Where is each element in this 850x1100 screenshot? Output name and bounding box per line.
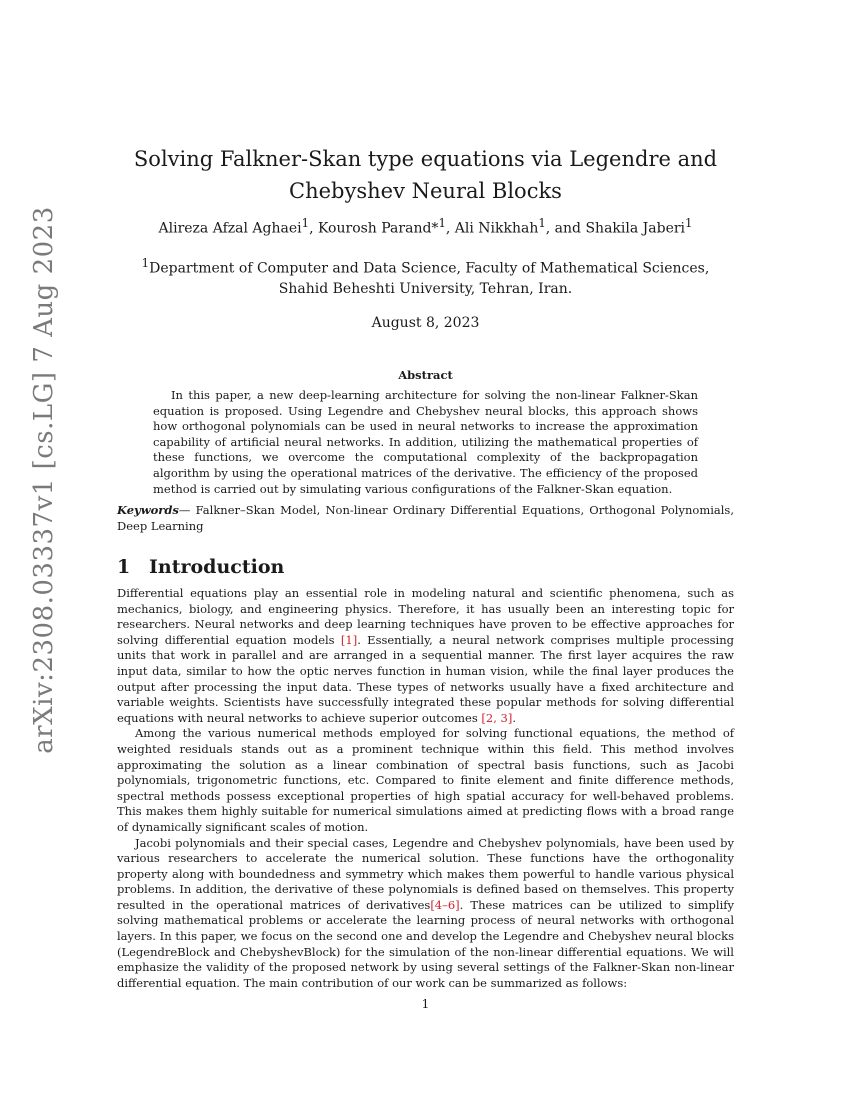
abstract-heading: Abstract: [398, 368, 453, 382]
author-name: Shakila Jaberi: [585, 220, 686, 237]
affiliation-mark: 1: [538, 216, 546, 230]
separator: ,: [309, 220, 318, 237]
affiliation-line-2: Shahid Beheshti University, Tehran, Iran.: [278, 280, 573, 297]
paragraph-3: [117, 836, 734, 992]
section-number: 1: [117, 556, 131, 578]
keywords-dash: —: [178, 503, 196, 517]
separator: ,: [445, 220, 455, 237]
affiliation: [117, 253, 734, 299]
citation-link[interactable]: [4–6]: [430, 897, 460, 912]
paragraph-text: . These matrices can be utilized to simplify solving mathematical problems or accelerate the learning process of neural networks with orthogonal layers. In this paper, we focus on the second one and develop the Legendre and Chebyshev neural blocks (LegendreBlock and ChebyshevBlock) for the simulation of the non-linear differential equations. We will emphasize the validity of the proposed network by using several settings of the Falkner-Skan non-linear differential equation. The main contribution of our work can be summarized as follows:: [117, 897, 734, 990]
paragraph-2: Among the various numerical methods employed for solving functional equations, the method of weighted residuals stands out as a prominent technique within this field. This method involves approximating the solution as a linear combination of spectral basis functions, such as Jacobi polynomials, trigonometric functions, etc. Compared to finite element and finite difference methods, spectral methods possess exceptional properties of high spatial accuracy for well-behaved problems. This makes them highly suitable for numerical simulations aimed at predicting flows with a broad range of dynamically significant scales of motion.: [117, 726, 734, 834]
paragraph-text: .: [512, 710, 516, 725]
citation-link[interactable]: [1]: [340, 632, 358, 647]
paper-date: August 8, 2023: [371, 315, 480, 331]
author-name: Ali Nikkhah: [454, 220, 539, 237]
author-name: Kourosh Parand*: [317, 220, 439, 237]
keywords-text: Falkner–Skan Model, Non-linear Ordinary Differential Equations, Orthogonal Polynomials, Deep Learning: [117, 503, 734, 533]
abstract-text: In this paper, a new deep-learning architecture for solving the non-linear Falkner-Skan equation is proposed. Using Legendre and Chebyshev neural blocks, this approach shows how orthogonal polynomials can be used in neural networks to increase the approximation capability of artificial neural networks. In addition, utilizing the mathematical properties of these functions, we overcome the computational complexity of the backpropagation algorithm by using the operational matrices of the derivative. The efficiency of the proposed method is carried out by simulating various configurations of the Falkner-Skan equation.: [153, 388, 698, 496]
section-title: Introduction: [149, 556, 285, 578]
affiliation-line-1: [117, 253, 734, 279]
affiliation-mark: 1: [301, 216, 310, 230]
citation-link[interactable]: [2, 3]: [481, 710, 513, 725]
affiliation-mark: 1: [141, 256, 150, 270]
page-number: 1: [421, 997, 430, 1011]
author-list: [117, 216, 734, 237]
separator: , and: [545, 220, 586, 237]
paper-title: [117, 143, 734, 207]
keywords-label: Keywords: [117, 503, 179, 517]
section-heading: [117, 556, 284, 578]
affiliation-text: Department of Computer and Data Science, Faculty of Mathematical Sciences,: [149, 260, 710, 277]
affiliation-mark: 1: [438, 216, 446, 230]
paragraph-text: . Essentially, a neural network comprises multiple processing units that work in parallel and are arranged in a sequential manner. The first layer acquires the raw input data, similar to how the optic nerves function in human vision, while the final layer produces the output after processing the input data. These types of networks usually have a fixed architecture and variable weights. Scientists have successfully integrated these popular methods for solving differential equations with neural networks to achieve superior outcomes: [117, 632, 734, 725]
paragraph-text: Differential equations play an essential role in modeling natural and scientific phenomena, such as mechanics, biology, and engineering physics. Therefore, it has usually been an interesting topic for researchers. Neural networks and deep learning techniques have proven to be effective approaches for solving differential equation models: [117, 586, 734, 647]
paragraph-1: [117, 586, 734, 726]
affiliation-mark: 1: [685, 216, 693, 230]
introduction-body: [117, 586, 734, 991]
arxiv-watermark: arXiv:2308.03337v1 [cs.LG] 7 Aug 2023: [29, 206, 59, 754]
paragraph-text: Jacobi polynomials and their special cases, Legendre and Chebyshev polynomials, have been used by various researchers to accelerate the numerical solution. These functions have the orthogonality property along with boundedness and symmetry which makes them powerful to handle various physical problems. In addition, the derivative of these polynomials is defined based on themselves. This property resulted in the operational matrices of derivatives: [117, 835, 734, 912]
keywords: [117, 503, 734, 534]
author-name: Alireza Afzal Aghaei: [158, 220, 302, 237]
title-line-2: Chebyshev Neural Blocks: [289, 179, 562, 203]
title-line-1: Solving Falkner-Skan type equations via Legendre and: [133, 147, 718, 171]
